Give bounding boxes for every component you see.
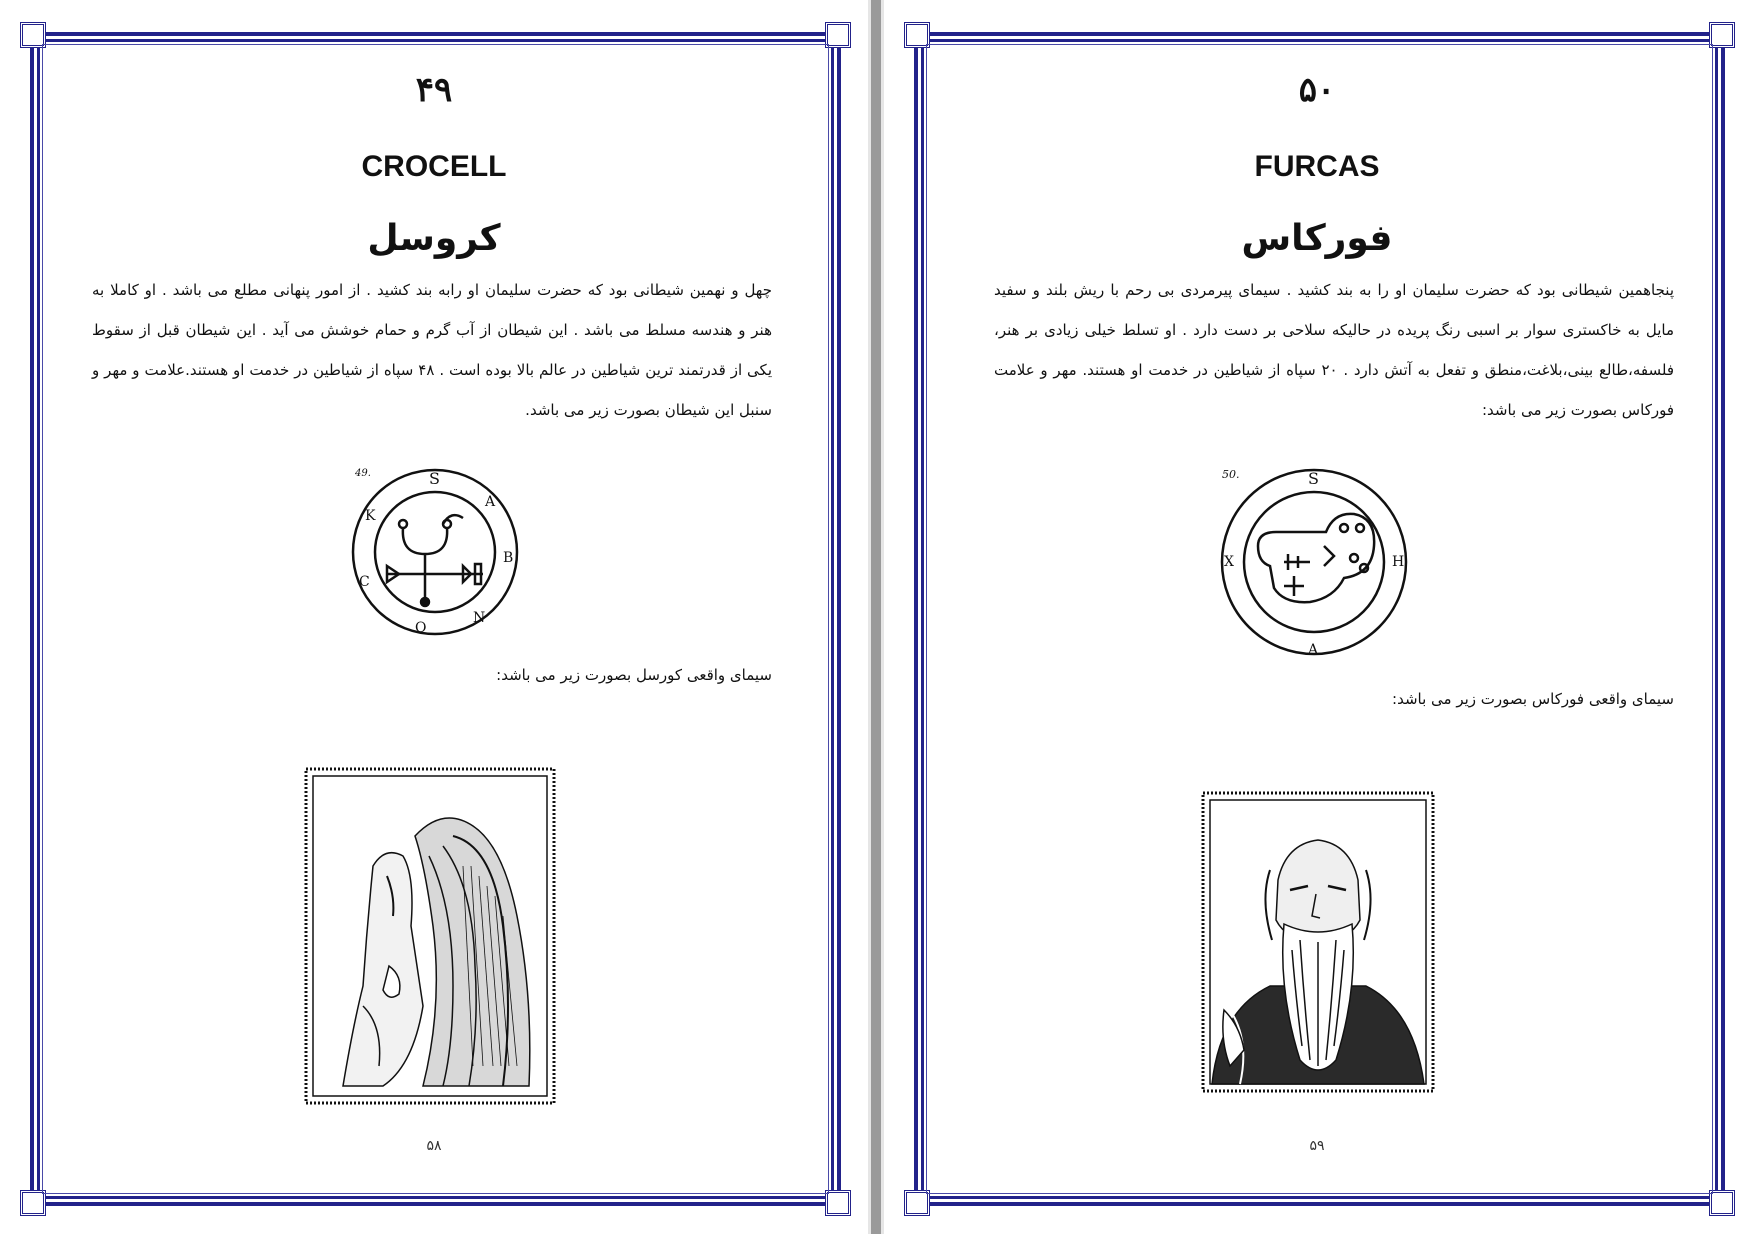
portrait-caption: سیمای واقعی کورسل بصورت زیر می باشد: — [496, 666, 772, 684]
border-corner-ornament — [1709, 22, 1735, 48]
left-page — [0, 0, 868, 1234]
description-paragraph: پنجاهمین شیطانی بود که حضرت سلیمان او را به بند کشید . سیمای پیرمردی بی رحم با ریش بلند و سفید مایل به خاکستری سوار بر اسبی رنگ پریده در حالیکه سلاحی بر دست دارد . او تسلط خیلی زیادی بر هنر، فلسفه،طالع بینی،بلاغت،منطق و تفعل به آتش دارد . ۲۰ سپاه از شیاطین در خدمت او هستند. مهر و علامت فورکاس بصورت زیر می باشد: — [994, 281, 1674, 419]
border-corner-ornament — [904, 1190, 930, 1216]
latin-title: FURCAS — [1254, 150, 1380, 183]
seal-letter: A — [1308, 642, 1319, 658]
border-corner-ornament — [825, 1190, 851, 1216]
seal-letter: C — [359, 574, 370, 590]
border-corner-ornament — [904, 22, 930, 48]
demon-number-heading: ۵۰ — [1298, 70, 1336, 110]
border-corner-ornament — [1709, 1190, 1735, 1216]
page-gutter — [868, 0, 884, 1234]
seal-letter: S — [429, 469, 440, 488]
demon-number-heading: ۴۹ — [415, 70, 453, 110]
crocell-seal-image — [345, 462, 525, 642]
seal-letter: A — [485, 494, 496, 510]
seal-number: 50. — [1222, 468, 1240, 481]
seal-letter: X — [1224, 554, 1234, 570]
border-corner-ornament — [825, 22, 851, 48]
seal-letter: O — [415, 620, 427, 636]
seal-letter: N — [473, 610, 486, 626]
description-paragraph: چهل و نهمین شیطانی بود که حضرت سلیمان او رابه بند کشید . از امور پنهانی مطلع می باشد . او کاملا به هنر و هندسه مسلط می باشد . این شیطان از آب گرم و حمام خوشش می آید . این شیطان قبل از سقوط یکی از قدرتمند ترین شیاطین در عالم بالا بوده است . ۴۸ سپاه از شیاطین در خدمت او هستند.علامت و مهر و سنبل این شیطان بصورت زیر می باشد. — [92, 281, 772, 419]
seal-number: 49. — [355, 468, 371, 479]
page-number: ۵۸ — [426, 1138, 442, 1154]
seal-letter: B — [503, 550, 514, 566]
portrait-caption: سیمای واقعی فورکاس بصورت زیر می باشد: — [1392, 690, 1674, 708]
latin-title: CROCELL — [361, 150, 507, 183]
seal-letter: S — [1308, 469, 1319, 488]
furcas-portrait-image — [1200, 790, 1436, 1094]
border-corner-ornament — [20, 1190, 46, 1216]
right-page — [884, 0, 1750, 1234]
seal-letter: K — [365, 508, 376, 524]
page-number: ۵۹ — [1309, 1138, 1325, 1154]
seal-letter: H — [1392, 554, 1405, 570]
furcas-seal-image — [1214, 462, 1414, 662]
persian-title: کروسل — [367, 218, 501, 259]
crocell-portrait-image — [303, 766, 557, 1106]
border-corner-ornament — [20, 22, 46, 48]
persian-title: فورکاس — [1241, 218, 1393, 259]
